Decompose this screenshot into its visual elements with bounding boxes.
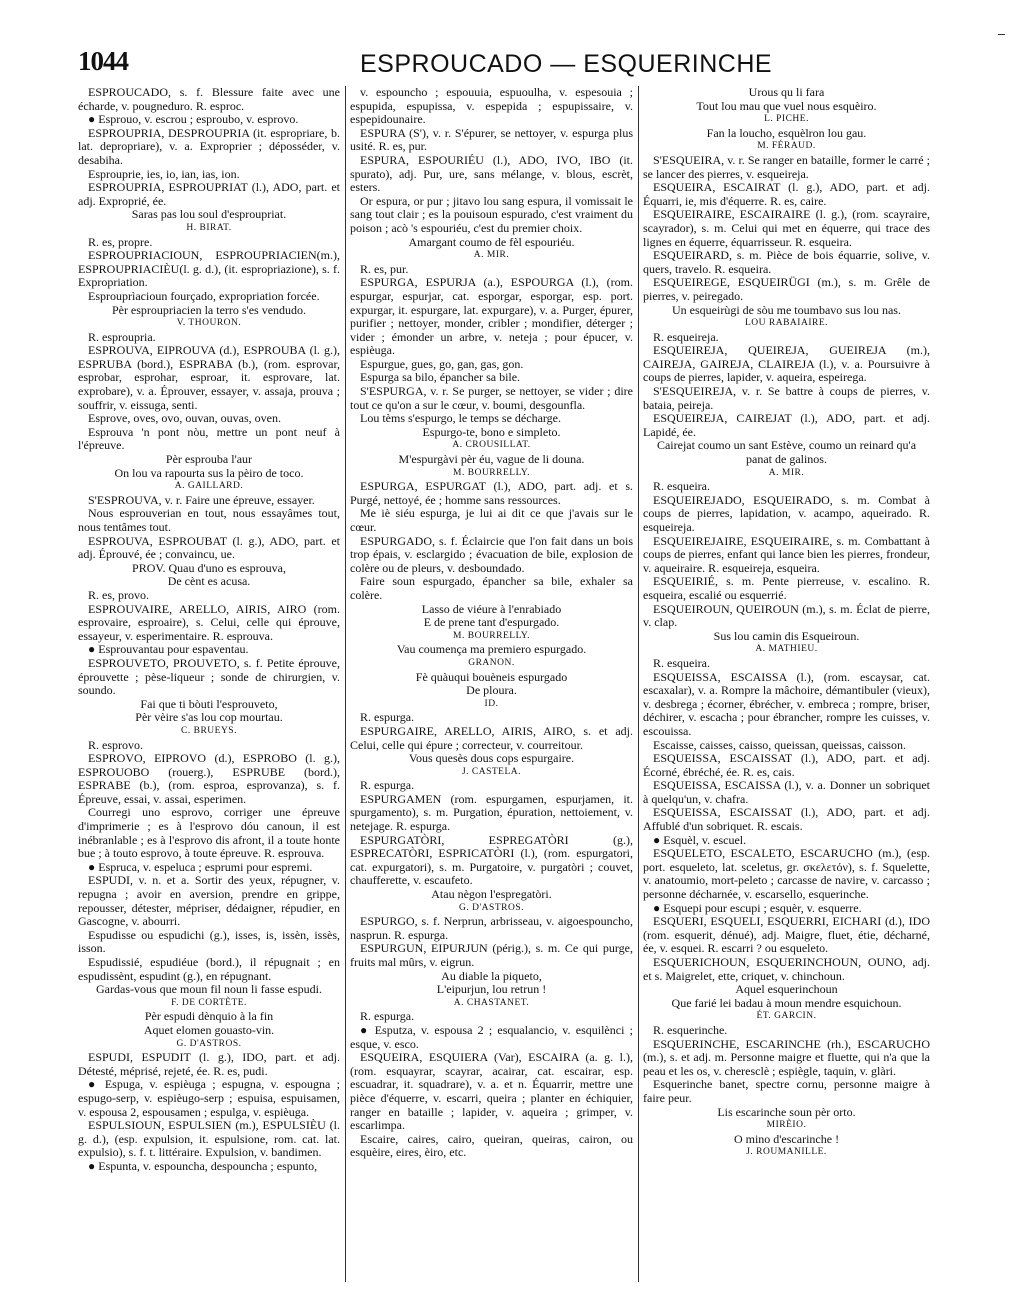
citation-author: G. D'ASTROS. [176,1038,242,1049]
quotation-line: Vous quesès dous cops espurgaire. [408,751,575,766]
citation-author: GRANON. [468,657,515,668]
entry-paragraph: ESPROUPRIACIOUN, ESPROUPRIACIEN(m.), ESPROUPRIACIÈU(l. g. d.), (it. espropriazione), s. f. Expropriation. [78,248,340,290]
quotation-line: Urous qu li fara [748,85,825,99]
citation-author: A. CROUSILLAT. [452,440,531,451]
entry-paragraph: ESPULSIOUN, ESPULSIEN (m.), ESPULSIÈU (l. g. d.), (esp. expulsion, it. espulsione, rom. cat. lat. expulsio), s. f. t. littéraire. Expulsion, v. bandimen. [78,1118,340,1160]
entry-paragraph: S'ESPURGA, v. r. Se purger, se nettoyer, se vider ; dire tout ce qu'on a sur le cœur, v. boumi, desgounfla. [350,384,633,412]
entry-paragraph: ESPROUVETO, PROUVETO, s. f. Petite éprouve, éprouvette ; pèse-liqueur ; sonde de chirurgien, v. soundo. [78,655,340,698]
entry-paragraph: ● Espunta, v. espouncha, despouncha ; espunto, [88,1158,318,1173]
entry-paragraph: ESPURGUN, EIPURJUN (périg.), s. m. Ce qui purge, fruits mal mûrs, v. eigrun. [350,941,633,969]
entry-paragraph: Espurgue, gues, go, gan, gas, gon. [360,356,524,371]
entry-paragraph: Espurga sa bilo, épancher sa bile. [360,370,521,385]
entry-paragraph: Esprouprìacioun fourçado, expropriation forcée. [88,288,320,303]
entry-paragraph: ● Esquepi pour escupi ; esquèr, v. esquerre. [653,900,862,915]
entry-paragraph: S'ESQUEIRA, v. r. Se ranger en bataille, former le carré ; se lancer des pierres, v. esqueireja. [643,152,930,181]
entry-paragraph: Or espura, or pur ; jitavo lou sang espura, il vomissait le sang tout clair ; es la pouisoun espurado, c'est vraiment du poison ; acò 's espouriéu, c'est du premier choix. [350,193,633,235]
quotation-line: De ploura. [466,683,517,698]
entry-paragraph: ● Esprouvantau pour espaventau. [88,642,249,657]
quotation-line: Au diable la piqueto, [441,968,542,983]
quotation-line: E de prene tant d'espurgado. [423,615,560,630]
entry-paragraph: Escaire, caires, cairo, queiran, queiras, cairon, ou esquèire, eires, èiro, etc. [350,1131,633,1160]
entry-paragraph: ESQUEIRA, ESQUIERA (Var), ESCAIRA (a. g. l.), (rom. esquayrar, scayrar, acairar, cat. escairar, esp. escuadrar, it. squadrare), v. a. et n. Équarrir, mettre une pièce d'équerre, v. escarri, queira ; planter en échiquier, ranger en bataille ; lapider, v. aqueira ; grimper, v. escarlimpa. [350,1050,633,1133]
entry-paragraph: ESQUERICHOUN, ESQUERINCHOUN, OUNO, adj. et s. Maigrelet, ette, criquet, v. chinchoun. [643,955,930,983]
entry-paragraph: ESQUELETO, ESCALETO, ESCARUCHO (m.), (esp. port. esqueleto, lat. sceletus, gr. σκελετόν), s. f. Squelette, v. anatoumio, mort-peleto ; carcasse de navire, v. carcasso ; personne décharnée, v. escarsello, esquerinche. [643,846,930,902]
entry-paragraph: Escaisse, caisses, caisso, queissan, queissas, caisson. [653,737,906,752]
entry-paragraph: ESQUEISSA, ESCAISSA (l.), v. a. Donner un sobriquet à quelqu'un, v. chafra. [643,778,930,806]
entry-paragraph: R. espurga. [360,778,415,793]
entry-paragraph: ESQUEISSA, ESCAISSAT (l.), ADO, part. et adj. Écorné, ébréché, ée. R. es, cais. [643,751,930,779]
entry-paragraph: Nous esprouverian en tout, nous essayâmes tout, nous tentâmes tout. [78,506,340,534]
citation-author: A. MATHIEU. [755,644,818,655]
entry-paragraph: Esprove, oves, ovo, ouvan, ouvas, oven. [88,411,281,426]
quotation-line: Un esqueirùgi de sòu me toumbavo sus lou nas. [672,302,901,317]
quotation-line: Tout lou mau que vuel nous esquèiro. [696,98,877,113]
entry-paragraph: ESPURA, ESPOURIÉU (l.), ADO, IVO, IBO (it. spurato), adj. Pur, ure, sans mélange, v. blous, escrèt, esters. [350,152,633,195]
running-head: ESPROUCADO — ESQUERINCHE [360,50,773,78]
entry-paragraph: ● Esputza, v. espousa 2 ; esqualancio, v. esquilènci ; esque, v. esco. [350,1022,633,1051]
citation-author: C. BRUEYS. [181,725,237,736]
entry-paragraph: Lou tèms s'espurgo, le temps se décharge. [360,411,562,426]
citation-author: F. DE CORTÈTE. [171,997,247,1008]
entry-paragraph: R. espurga. [360,1009,415,1024]
citation-author: LOU RABAIAIRE. [745,318,828,329]
page-number: 1044 [78,46,128,76]
quotation-line: Vau coumença ma premiero espurgado. [396,642,587,657]
citation-author: M. BOURRELLY. [453,467,530,478]
citation-author: A. GAILLARD. [174,481,244,492]
citation-author: H. BIRAT. [186,222,232,233]
entry-paragraph: ESQUEIROUN, QUEIROUN (m.), s. m. Éclat de pierre, v. clap. [643,601,930,630]
citation-author: G. D'ASTROS. [459,902,524,913]
quotation-line: Lasso de viéure à l'enrabiado [421,601,562,616]
entry-paragraph: ESQUEIRAIRE, ESCAIRAIRE (l. g.), (rom. scayraire, scayrador), s. m. Celui qui met en équerre, qui trace des lignes en équerre, équarrisseur. R. esqueira. [643,207,930,249]
entry-paragraph: Esprouva 'n pont nòu, mettre un pont neuf à l'épreuve. [78,424,340,453]
quotation-line: Lis escarinche soun pèr orto. [717,1104,856,1119]
entry-paragraph: ESPURGAMEN (rom. espurgamen, espurjamen, it. spurgamento), s. m. Purgation, épuration, nettoiement, v. netejage. R. espurga. [350,791,633,834]
entry-paragraph: R. esproupria. [88,329,156,344]
entry-paragraph: R. esqueireja. [653,329,719,344]
quotation-line: Fè quàuqui bouèneis espurgado [415,669,568,684]
quotation-line: M'espurgàvi pèr éu, vague de li douna. [398,452,585,467]
quotation-line: Pèr espudi dènquio à la fin [144,1009,274,1024]
entry-paragraph: ESQUEIREJADO, ESQUEIRADO, s. m. Combat à coups de pierres, lapidation, v. acampo, aqueirado. R. esqueireja. [643,492,930,534]
citation-author: J. ROUMANILLE. [746,1147,827,1158]
quotation-line: Gardas-vous que moun fil noun li fasse espudi. [96,982,322,997]
entry-paragraph: ESQUERINCHE, ESCARINCHE (rh.), ESCARUCHO (m.), s. et adj. m. Personne maigre et fluette, qui n'a que la peau et les os, v. cheresclè ; espiègle, taquin, v. glàri. [643,1036,930,1078]
entry-paragraph: S'ESQUEIREJA, v. r. Se battre à coups de pierres, v. bataia, peireja. [643,384,930,412]
citation-author: M. BOURRELLY. [453,630,530,641]
entry-paragraph: ESQUEIRIÉ, s. m. Pente pierreuse, v. escalino. R. esqueira, escalié ou esquerrié. [643,574,930,602]
quotation-line: Fai que ti bòuti l'esprouveto, [140,696,278,711]
entry-paragraph: ESPROUPRIA, DESPROUPRIA (it. espropriare, b. lat. depropriare), v. a. Exproprier ; déposséder, v. desabiha. [78,125,340,167]
citation-author: V. THOURON. [176,318,242,329]
citation-author: M. FÉRAUD. [757,141,816,152]
entry-paragraph: S'ESPROUVA, v. r. Faire une épreuve, essayer. [88,492,315,507]
quotation-line: Cairejat coumo un sant Estève, coumo un reinard qu'a panat de galinos. [656,438,917,467]
entry-paragraph: Esquerinche banet, spectre cornu, personne maigre à faire peur. [643,1077,930,1105]
entry-paragraph: Me iè siéu espurga, je lui ai dit ce que j'avais sur le cœur. [350,506,633,534]
quotation-line: PROV. Quau d'uno es esprouva, [132,560,286,575]
entry-paragraph: R. es, provo. [88,587,149,602]
entry-paragraph: R. es, pur. [360,261,409,276]
quotation-line: Atau nègon l'espregatòri. [431,887,552,902]
citation-author: L. PICHE. [764,114,809,125]
citation-author: J. CASTELA. [461,766,522,777]
quotation-line: Fan la loucho, esquèlron lou gau. [706,125,867,140]
citation-author: A. CHASTANET. [453,997,530,1008]
entry-paragraph: ESPUDI, ESPUDIT (l. g.), IDO, part. et adj. Détesté, méprisé, rejeté, ée. R. es, pudi. [78,1050,340,1078]
quotation-line: Aquel esquerinchoun [735,982,838,997]
quotation-line: On lou va rapourta sus la pèiro de toco. [114,465,304,480]
entry-paragraph: ESPURGATÒRI, ESPREGATÒRI (g.), ESPRECATÒRI, ESPRICATÒRI (l.), (rom. espurgatori, cat. expurgatori), s. m. Purgatoire, v. purgatòri ; couvet, chaufferette, v. escaufeto. [350,832,633,888]
entry-paragraph: R. esqueira. [653,479,710,494]
quotation-line: De cènt es acusa. [167,574,251,589]
entry-paragraph: v. espouncho ; espouuia, espuoulha, v. espesouia ; espupida, espupissa, v. espepida ; espupissaire, v. espepidounaire. [350,85,633,127]
citation-author: MIRÈIO. [766,1120,807,1131]
quotation-line: Que farié lei badau à moun mendre esquichoun. [671,995,902,1010]
entry-paragraph: ESPURGAIRE, ARELLO, AIRIS, AIRO, s. et adj. Celui, celle qui épure ; correcteur, v. courreitour. [350,723,633,752]
entry-paragraph: ESPURGO, s. f. Nerprun, arbrisseau, v. aigoespouncho, nasprun. R. espurga. [350,914,633,942]
entry-paragraph: ● Esprouo, v. escrou ; esproubo, v. esprovo. [88,112,299,127]
entry-paragraph: R. esprovo. [88,737,143,752]
corner-mark [998,34,1005,35]
entry-paragraph: ESQUEIRA, ESCAIRAT (l. g.), ADO, part. et adj. Équarri, ie, mis d'équerre. R. es, caire. [643,180,930,208]
entry-paragraph: ESQUEIREJAIRE, ESQUEIRAIRE, s. m. Combattant à coups de pierres, enfant qui lance bien les pierres, frondeur, v. aqueiraire. R. esqueireja, esqueira. [643,533,930,575]
citation-author: ID. [484,698,499,709]
entry-paragraph: Espudissié, espudiéue (bord.), il répugnait ; en espudissènt, espudint (g.), en répugnant. [78,955,340,983]
entry-paragraph: ESPUDI, v. n. et a. Sortir des yeux, répugner, v. repugna ; avoir en aversion, prendre en grippe, repousser, détester, mépriser, dédaigner, répudier, en Gascogne, v. abourri. [78,873,340,929]
entry-paragraph: Esprouprie, ies, io, ian, ias, ion. [88,166,240,181]
quotation-line: L'eipurjun, lou retrun ! [436,982,547,997]
entry-paragraph: Espudisse ou espudichi (g.), isses, is, issèn, issès, isson. [78,927,340,956]
entry-paragraph: ESQUEISSA, ESCAISSAT (l.), ADO, part. et adj. Affublé d'un sobriquet. R. escais. [643,805,930,834]
column-2 [350,86,633,1160]
entry-paragraph: Courregi uno esprovo, corriger une épreuve d'imprimerie ; es à l'esprovo dóu canoun, il est inébranlable ; es à l'esprovo dis afront, il a toute honte bue ; à touto esprovo, à toute épreuve. R. esprouva. [78,805,340,861]
entry-paragraph: ESQUEIREGE, ESQUEIRÜGI (m.), s. m. Grêle de pierres, v. peiregado. [643,275,930,303]
entry-paragraph: R. espurga. [360,710,415,725]
quotation-line: Pèr esprouba l'aur [165,452,253,467]
column-divider-2 [638,86,639,1282]
entry-paragraph: ESPROUVA, EIPROUVA (d.), ESPROUBA (l. g.), ESPRUBA (bord.), ESPRABA (b.), (rom. esprovar, esprobar, esprohar, esproar, it. esprovare, lat. exprobare), v. a. Éprouver, essayer, v. assaja, prouva ; souffrir, v. eissuga, senti. [78,343,340,412]
quotation-line: Pèr vèire s'as lou cop mourtau. [135,710,283,725]
column-divider-1 [345,86,346,1282]
quotation-line: O mino d'escarinche ! [733,1131,840,1146]
quotation-line: Pèr esproupriacien la terro s'es vendudo. [111,302,307,317]
quotation-line: Sus lou camin dis Esqueiroun. [713,628,860,643]
citation-author: ÉT. GARCIN. [756,1011,817,1022]
entry-paragraph: R. es, propre. [88,234,153,249]
entry-paragraph: ESQUEIRARD, s. m. Pièce de bois équarrie, solive, v. quers, travelo. R. esqueira. [643,248,930,276]
entry-paragraph: ESPROUCADO, s. f. Blessure faite avec une écharde, v. pougneduro. R. esproc. [78,85,340,113]
entry-paragraph: ● Espruca, v. espeluca ; esprumi pour espremi. [88,859,313,874]
entry-paragraph: ESQUEIREJA, CAIREJAT (l.), ADO, part. et adj. Lapidé, ée. [643,411,930,439]
entry-paragraph: R. esquerinche. [653,1022,728,1037]
entry-paragraph: ESPROUPRIA, ESPROUPRIAT (l.), ADO, part. et adj. Exproprié, ée. [78,180,340,208]
entry-paragraph: ESPURGA, ESPURGAT (l.), ADO, part. adj. et s. Purgé, nettoyé, ée ; homme sans ressources. [350,479,633,507]
quotation-line: Saras pas lou soul d'esproupriat. [131,207,287,222]
entry-paragraph: Faire soun espurgado, épancher sa bile, exhaler sa colère. [350,574,633,602]
quotation-line: Amargant coumo de fèl espouriéu. [408,234,575,249]
quotation-line: Aquet elomen gouasto-vin. [143,1022,275,1037]
entry-paragraph: ESPROVO, EIPROVO (d.), ESPROBO (l. g.), ESPROUOBO (rouerg.), ESPRUBE (bord.), ESPRABE (b.), (rom. esproa, esprovanza), s. f. Épreuve, essai, v. assai, esperimen. [78,751,340,806]
quotation-line: Espurgo-te, bono e simpleto. [422,424,561,439]
entry-paragraph: ESQUERI, ESQUELI, ESQUERRI, EICHARI (d.), IDO (rom. esquerit, dénué), adj. Maigre, fluet, étie, décharné, ée, v. esquei. R. escarri ? ou esqueleto. [643,914,930,956]
column-3 [643,86,930,1160]
entry-paragraph: R. esqueira. [653,655,710,670]
entry-paragraph: ESPURGADO, s. f. Éclaircie que l'on fait dans un bois trop épais, v. esclargido ; évacuation de bile, explosion de colère ou de pleurs, v. desboundado. [350,533,633,575]
column-1 [78,86,340,1174]
citation-author: A. MIR. [768,467,805,478]
entry-paragraph: ESPURGA, ESPURJA (a.), ESPOURGA (l.), (rom. espurgar, espurjar, cat. esporgar, esporgar, esp. port. expurgar, it. espurgare, lat. expurgare), v. a. Purger, épurer, purifier ; nettoyer, monder, cribler ; mondifier, déterger ; vider ; émonder un arbre, v. neteja ; pour épucer, v. espièuga. [350,275,633,358]
entry-paragraph: ESPROUVAIRE, ARELLO, AIRIS, AIRO (rom. esprovaire, esproaire), s. Celui, celle qui éprouve, essayeur, v. esperimentaire. R. esprouva. [78,601,340,643]
entry-paragraph: ● Esquèl, v. escuel. [653,832,747,847]
entry-paragraph: ESQUEIREJA, QUEIREJA, GUEIREJA (m.), CAIREJA, GAIREJA, CLAIREJA (l.), v. a. Poursuivre à coups de pierres, lapider, v. aqueira, espeirega. [643,343,930,385]
entry-paragraph: ● Espuga, v. espièuga ; espugna, v. espougna ; espugo-serp, v. espièugo-serp ; espuisa, espuisamen, v. espousa 2, espousamen ; espulga, v. espièuga. [78,1077,340,1119]
entry-paragraph: ESQUEISSA, ESCAISSA (l.), (rom. escaysar, cat. escaxalar), v. a. Rompre la mâchoire, démantibuler (vieux), v. desbrega ; écorner, ébrécher, v. embreca ; rompre, briser, déchirer, v. escacha ; pour ébrancher, rompre les cuisses, v. escouissa. [643,669,930,738]
entry-paragraph: ESPURA (S'), v. r. S'épurer, se nettoyer, v. espurga plus usité. R. es, pur. [350,125,633,154]
citation-author: A. MIR. [473,250,510,261]
entry-paragraph: ESPROUVA, ESPROUBAT (l. g.), ADO, part. et adj. Éprouvé, ée ; convaincu, ue. [78,533,340,562]
